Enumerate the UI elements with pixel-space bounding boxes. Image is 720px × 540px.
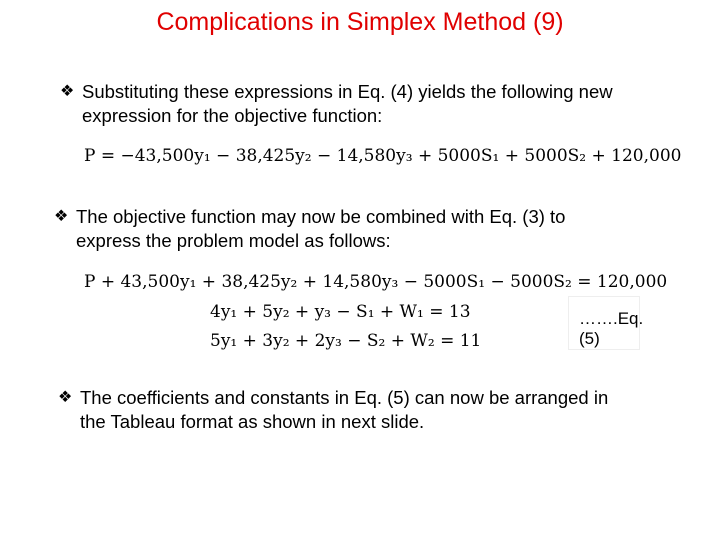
bullet-2 xyxy=(54,205,566,253)
objective-equation: P = −43,500y₁ − 38,425y₂ − 14,580y₃ + 5000S₁ + 5000S₂ + 120,000 xyxy=(84,146,682,166)
equation-label: …….Eq. (5) xyxy=(579,309,644,348)
diamond-bullet-icon: ❖ xyxy=(60,83,75,100)
model-equation-2: 4y₁ + 5y₂ + y₃ − S₁ + W₁ = 13 xyxy=(210,302,471,322)
bullet-3 xyxy=(58,386,609,434)
bullet-3-line-1: The coefficients and constants in Eq. (5) can now be arranged in xyxy=(80,387,609,408)
model-equation-1: P + 43,500y₁ + 38,425y₂ + 14,580y₃ − 5000S₁ − 5000S₂ = 120,000 xyxy=(84,272,668,292)
diamond-bullet-icon: ❖ xyxy=(54,208,69,225)
bullet-2-line-1: The objective function may now be combined with Eq. (3) to xyxy=(76,206,566,227)
bullet-1 xyxy=(60,80,613,128)
bullet-3-line-2: the Tableau format as shown in next slide. xyxy=(80,411,425,432)
equation-label-box xyxy=(568,296,644,350)
bullet-1-line-1: Substituting these expressions in Eq. (4) yields the following new xyxy=(82,81,613,102)
slide-title: Complications in Simplex Method (9) xyxy=(156,8,564,36)
bullet-2-line-2: express the problem model as follows: xyxy=(76,230,391,251)
diamond-bullet-icon: ❖ xyxy=(58,389,73,406)
model-equation-3: 5y₁ + 3y₂ + 2y₃ − S₂ + W₂ = 11 xyxy=(210,331,482,351)
bullet-1-line-2: expression for the objective function: xyxy=(82,105,383,126)
